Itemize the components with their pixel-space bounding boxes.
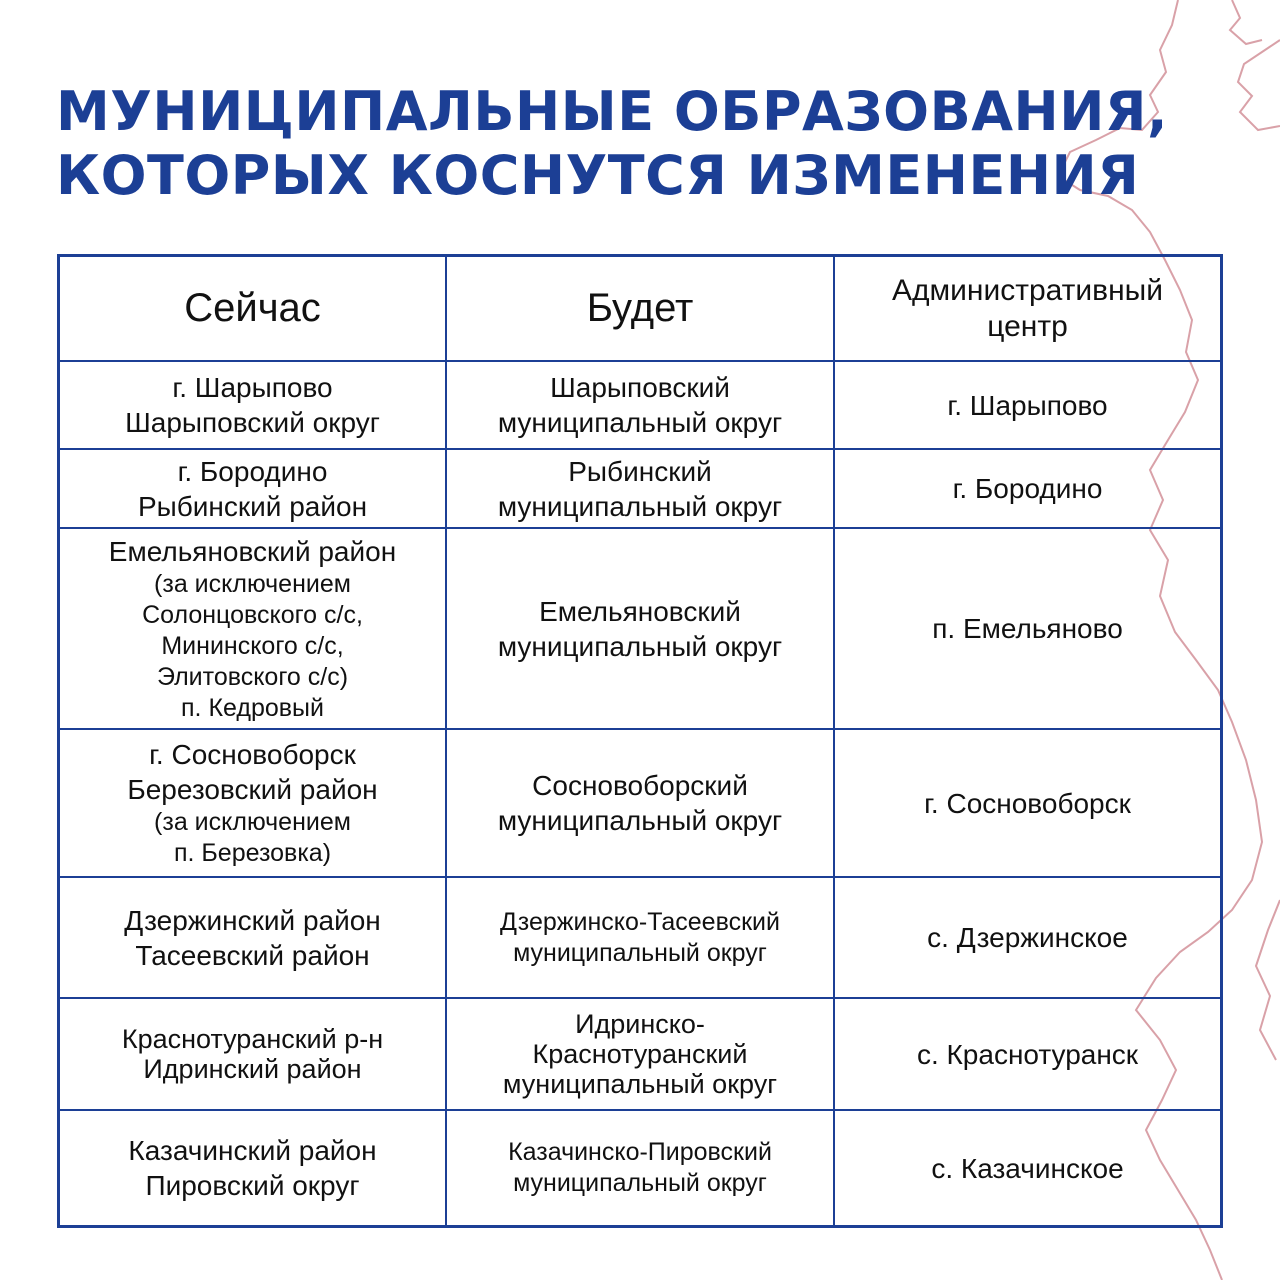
row-1-will-be xyxy=(447,362,835,450)
row-5-will-be xyxy=(447,878,835,999)
cell-text: Казачинско-Пировский xyxy=(508,1138,772,1166)
cell-text: Шарыповский xyxy=(550,372,730,403)
cell-text: Пировский округ xyxy=(145,1170,360,1201)
row-4-now xyxy=(60,730,447,878)
row-7-now xyxy=(60,1111,447,1225)
cell-text: Дзержинский район xyxy=(124,904,381,936)
header-will-be-label: Будет xyxy=(586,286,694,330)
cell-text: Шарыповский округ xyxy=(125,407,380,438)
cell-text: с. Краснотуранск xyxy=(916,1038,1139,1070)
cell-text: муниципальный округ xyxy=(513,938,767,967)
cell-text: муниципальный округ xyxy=(497,407,783,438)
row-3-now xyxy=(60,529,447,730)
cell-text: Тасеевский район xyxy=(135,939,370,971)
row-2-will-be xyxy=(447,450,835,529)
header-will-be xyxy=(447,257,835,362)
header-now-label: Сейчас xyxy=(184,286,321,330)
region-border-line-2 xyxy=(1238,40,1280,130)
row-5-now xyxy=(60,878,447,999)
cell-text: (за исключением xyxy=(154,569,351,598)
cell-text: Емельяновский xyxy=(539,595,741,627)
region-border-line-4 xyxy=(1256,900,1280,1060)
cell-text: с. Казачинское xyxy=(931,1152,1124,1184)
cell-text: Рыбинский xyxy=(568,455,712,487)
cell-text: Березовский район xyxy=(127,774,378,805)
title-line-1: МУНИЦИПАЛЬНЫЕ ОБРАЗОВАНИЯ, xyxy=(56,80,1169,143)
cell-text: Сосновоборский xyxy=(532,770,748,801)
cell-text: Мининского с/с, xyxy=(161,631,344,660)
cell-text: Казачинский район xyxy=(128,1135,377,1166)
row-1-center xyxy=(835,362,1220,450)
row-7-center xyxy=(835,1111,1220,1225)
row-4-will-be xyxy=(447,730,835,878)
cell-text: муниципальный округ xyxy=(497,805,783,836)
cell-text: г. Бородино xyxy=(952,473,1103,504)
cell-text: Краснотуранский р-н xyxy=(121,1024,384,1054)
cell-text: муниципальный округ xyxy=(513,1169,767,1197)
header-now xyxy=(60,257,447,362)
cell-text: Солонцовского с/с, xyxy=(142,600,363,629)
cell-text: муниципальный округ xyxy=(502,1069,778,1099)
row-3-will-be xyxy=(447,529,835,730)
cell-text: г. Бородино xyxy=(177,455,328,487)
cell-text: Краснотуранский xyxy=(532,1039,748,1069)
row-7-will-be xyxy=(447,1111,835,1225)
municipalities-table xyxy=(57,254,1223,1228)
row-6-center xyxy=(835,999,1220,1111)
cell-text: п. Березовка) xyxy=(173,839,332,867)
cell-text: (за исключением xyxy=(154,808,351,836)
cell-text: г. Шарыпово xyxy=(172,372,333,403)
header-center-line-2: центр xyxy=(987,309,1068,343)
page-title xyxy=(56,80,1236,208)
cell-text: муниципальный округ xyxy=(497,630,783,662)
cell-text: Идринский район xyxy=(143,1054,362,1084)
cell-text: п. Кедровый xyxy=(181,693,324,722)
title-line-2: КОТОРЫХ КОСНУТСЯ ИЗМЕНЕНИЯ xyxy=(56,144,1140,207)
row-4-center xyxy=(835,730,1220,878)
cell-text: п. Емельяново xyxy=(932,613,1123,644)
cell-text: г. Шарыпово xyxy=(947,389,1108,421)
row-2-now xyxy=(60,450,447,529)
row-5-center xyxy=(835,878,1220,999)
row-3-center xyxy=(835,529,1220,730)
row-2-center xyxy=(835,450,1220,529)
row-6-will-be xyxy=(447,999,835,1111)
region-border-line-3 xyxy=(1230,0,1262,44)
cell-text: Идринско- xyxy=(575,1009,705,1039)
cell-text: муниципальный округ xyxy=(497,490,783,522)
cell-text: Дзержинско-Тасеевский xyxy=(500,907,780,936)
cell-text: г. Сосновоборск xyxy=(924,787,1131,819)
cell-text: г. Сосновоборск xyxy=(149,739,356,770)
cell-text: с. Дзержинское xyxy=(927,922,1128,953)
cell-text: Элитовского с/с) xyxy=(156,662,349,691)
row-1-now xyxy=(60,362,447,450)
row-6-now xyxy=(60,999,447,1111)
header-center-line-1: Административный xyxy=(892,273,1163,307)
header-admin-center xyxy=(835,257,1220,362)
cell-text: Рыбинский район xyxy=(137,490,368,522)
cell-text: Емельяновский район xyxy=(108,535,397,567)
